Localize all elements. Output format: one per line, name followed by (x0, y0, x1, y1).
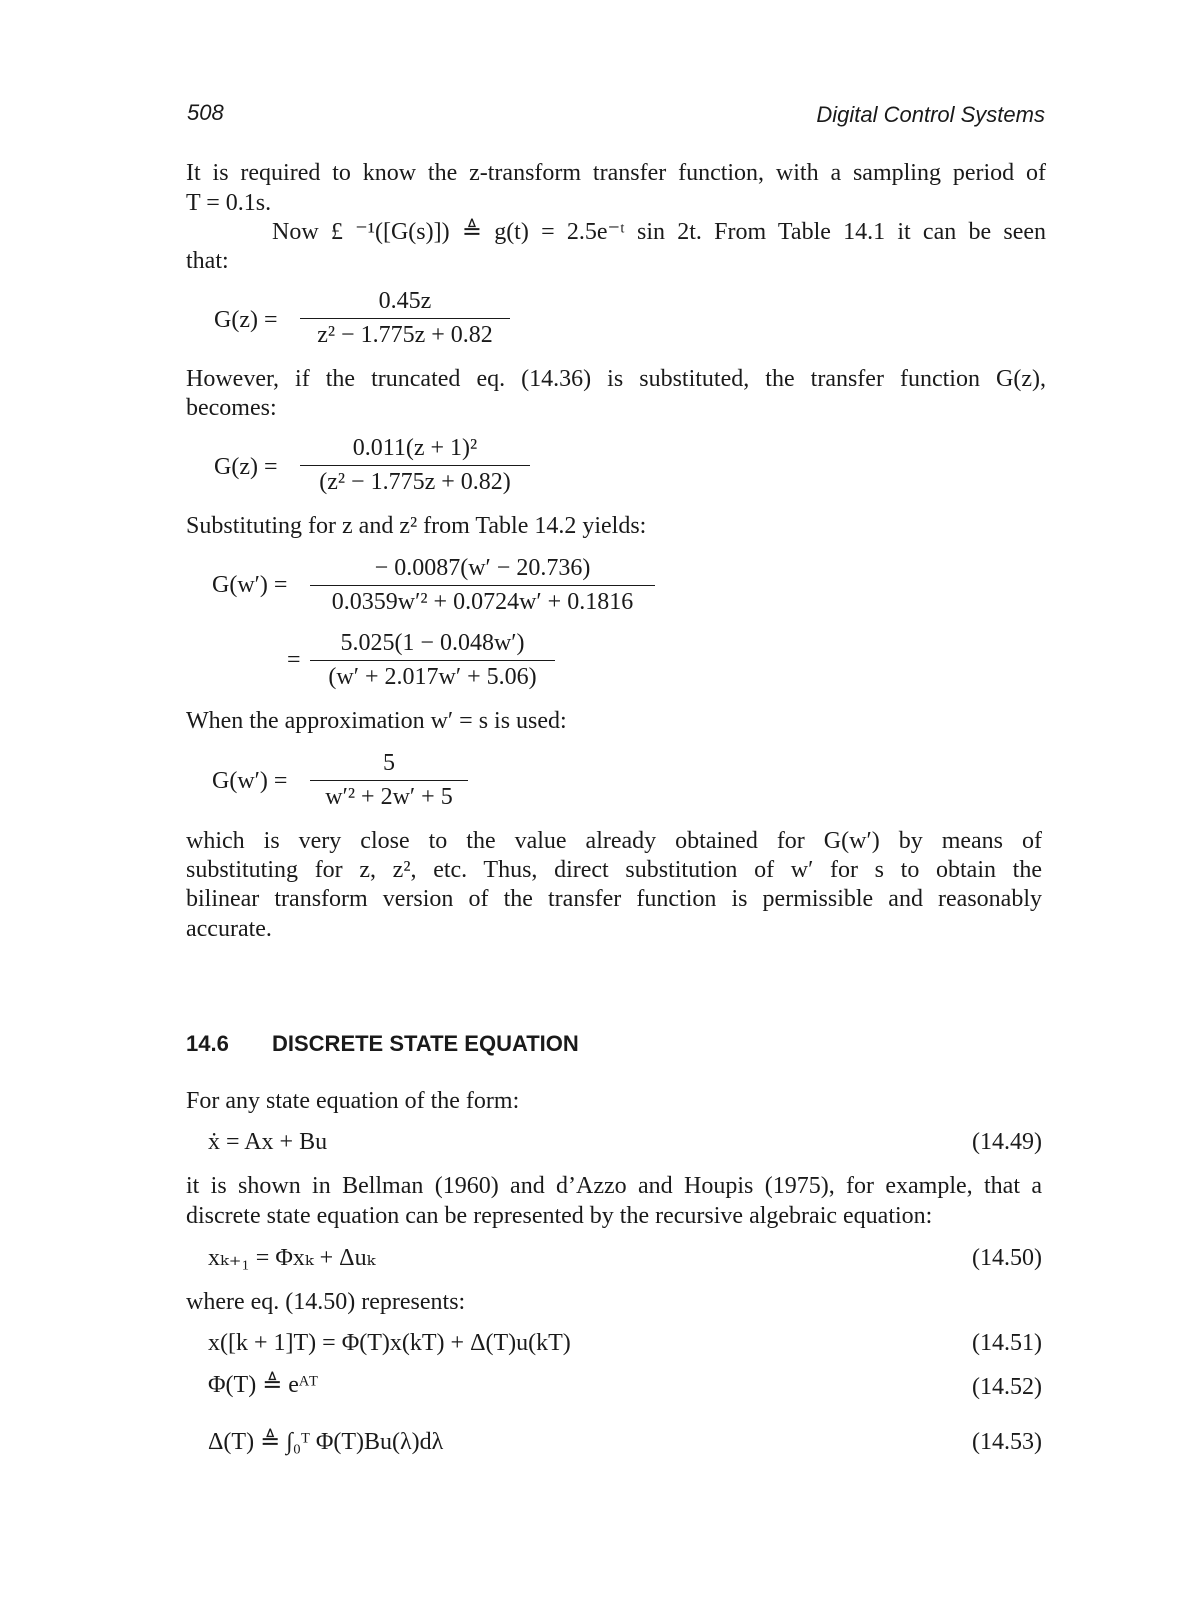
eq1-numerator: 0.45z (378, 288, 432, 314)
eq53-number: (14.53) (972, 1429, 1042, 1455)
eq50-number: (14.50) (972, 1245, 1042, 1271)
eq3-numerator2: 5.025(1 − 0.048w′) (340, 630, 525, 656)
eq4-numerator: 5 (383, 750, 395, 776)
para1-line3: Now £ ⁻¹([G(s)]) ≜ g(t) = 2.5e⁻ᵗ sin 2t. From Table 14.1 it can be seen (272, 219, 1046, 245)
para4-line1: When the approximation w′ = s is used: (186, 708, 567, 734)
eq1-fraction-bar (300, 318, 510, 319)
para2-line2: becomes: (186, 395, 277, 421)
eq3-denominator: 0.0359w′² + 0.0724w′ + 0.1816 (331, 589, 634, 615)
eq3-fraction-bar (310, 585, 655, 586)
eq52-number: (14.52) (972, 1374, 1042, 1400)
eq2-denominator: (z² − 1.775z + 0.82) (319, 469, 511, 495)
eq50-body: xₖ₊₁ = Φxₖ + Δuₖ (208, 1245, 376, 1271)
para1-line1: It is required to know the z-transform transfer function, with a sampling period of (186, 160, 1046, 186)
eq4-fraction-bar (310, 780, 468, 781)
para2-line1: However, if the truncated eq. (14.36) is substituted, the transfer function G(z), (186, 366, 1046, 392)
eq2-lhs: G(z) = (214, 454, 278, 480)
para8-line1: where eq. (14.50) represents: (186, 1289, 466, 1315)
eq52-body: Φ(T) ≜ eᴬᵀ (208, 1372, 318, 1398)
eq3-lhs: G(w′) = (212, 572, 288, 598)
eq4-lhs: G(w′) = (212, 768, 288, 794)
eq53-body: Δ(T) ≜ ∫₀ᵀ Φ(T)Bu(λ)dλ (208, 1429, 444, 1455)
section-title: DISCRETE STATE EQUATION (272, 1031, 579, 1056)
para5-line1: which is very close to the value already obtained for G(w′) by means of (186, 828, 1042, 854)
para5-line3: bilinear transform version of the transfer function is permissible and reasonably (186, 886, 1042, 912)
eq3-denominator2: (w′ + 2.017w′ + 5.06) (328, 664, 537, 690)
eq4-denominator: w′² + 2w′ + 5 (325, 784, 453, 810)
para6-line1: For any state equation of the form: (186, 1088, 520, 1114)
page-number: 508 (187, 100, 224, 125)
eq1-denominator: z² − 1.775z + 0.82 (317, 322, 493, 348)
para5-line2: substituting for z, z², etc. Thus, direct substitution of w′ for s to obtain the (186, 857, 1042, 883)
running-title: Digital Control Systems (816, 102, 1045, 127)
eq3-fraction-bar2 (310, 660, 555, 661)
eq51-body: x([k + 1]T) = Φ(T)x(kT) + Δ(T)u(kT) (208, 1330, 571, 1356)
eq49-body: ẋ = Ax + Bu (208, 1129, 328, 1155)
para7-line1: it is shown in Bellman (1960) and d’Azzo and Houpis (1975), for example, that a (186, 1173, 1042, 1199)
section-number: 14.6 (186, 1031, 229, 1056)
para1-line2: T = 0.1s. (186, 190, 272, 216)
eq51-number: (14.51) (972, 1330, 1042, 1356)
para7-line2: discrete state equation can be represented by the recursive algebraic equation: (186, 1203, 933, 1229)
para3-line1: Substituting for z and z² from Table 14.2 yields: (186, 513, 647, 539)
eq3-numerator: − 0.0087(w′ − 20.736) (374, 555, 591, 581)
eq2-fraction-bar (300, 465, 530, 466)
para5-line4: accurate. (186, 916, 272, 942)
para1-line4: that: (186, 248, 229, 274)
eq2-numerator: 0.011(z + 1)² (352, 435, 478, 461)
eq3-lhs2: = (287, 647, 301, 673)
eq49-number: (14.49) (972, 1129, 1042, 1155)
eq1-lhs: G(z) = (214, 307, 278, 333)
